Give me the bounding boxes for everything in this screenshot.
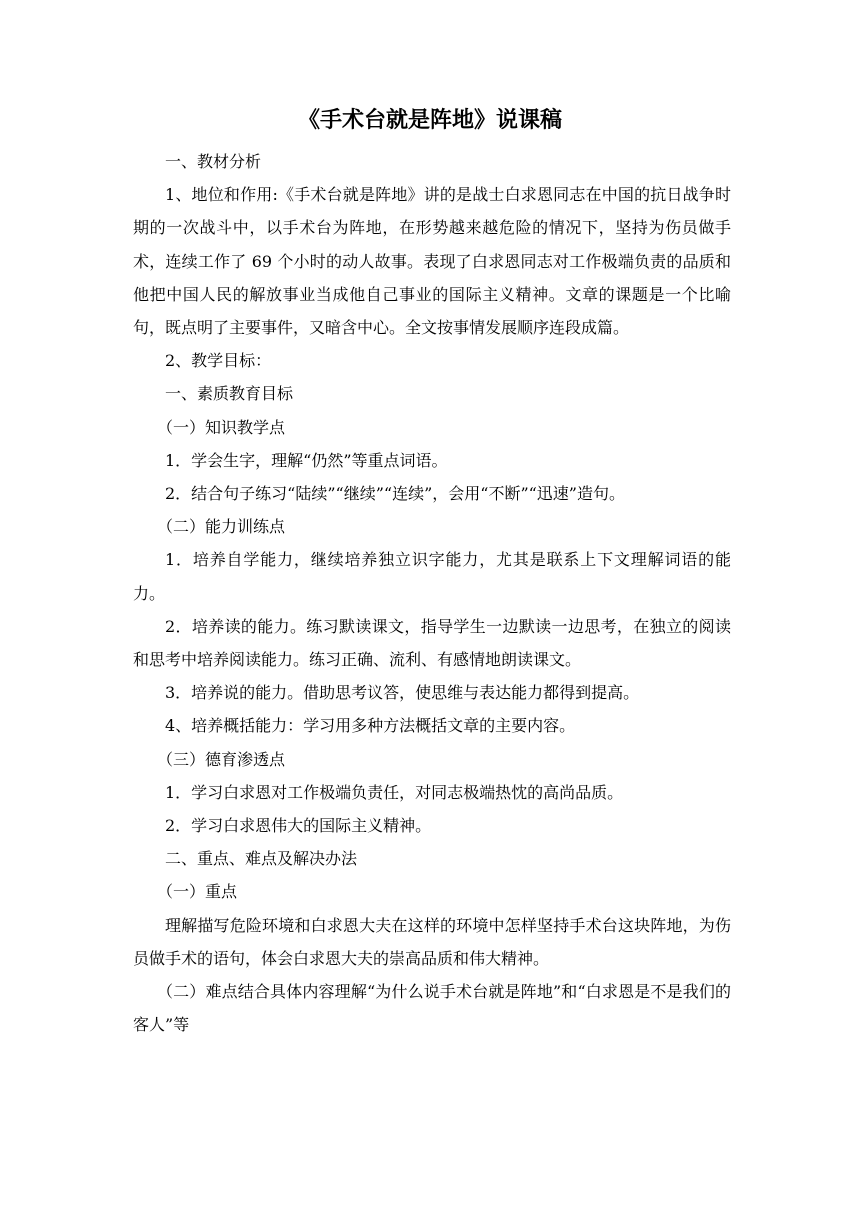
document-title: 《手术台就是阵地》说课稿 [297, 107, 562, 133]
paragraph: 2、教学目标： [165, 351, 272, 371]
list-item: 2．培养读的能力。练习默读课文，指导学生一边默读一边思考，在独立的阅读和思考中培养阅读能力。练习正确、流利、有感情地朗读课文。 [133, 616, 731, 670]
list-item: 1．培养自学能力，继续培养独立识字能力，尤其是联系上下文理解词语的能力。 [133, 550, 731, 603]
subsection-heading: （一）知识教学点 [157, 417, 286, 437]
subsection-heading: （三）德育渗透点 [157, 749, 286, 769]
list-item: 1．学会生字，理解“仍然”等重点词语。 [165, 450, 448, 470]
subsection-heading: （一）重点 [157, 882, 238, 902]
list-item: 1．学习白求恩对工作极端负责任，对同志极端热忱的高尚品质。 [165, 782, 624, 802]
section-heading: 一、素质教育目标 [165, 384, 294, 404]
section-heading: 一、教材分析 [165, 152, 262, 171]
list-item: 3．培养说的能力。借助思考议答，使思维与表达能力都得到提高。 [165, 683, 640, 703]
list-item: 4、培养概括能力：学习用多种方法概括文章的主要内容。 [165, 716, 576, 736]
list-item: 2．学习白求恩伟大的国际主义精神。 [165, 816, 432, 836]
list-item: 2．结合句子练习“陆续”“继续”“连续”，会用“不断”“迅速”造句。 [165, 484, 625, 504]
section-heading: 二、重点、难点及解决办法 [165, 849, 358, 869]
subsection-heading: （二）能力训练点 [157, 517, 286, 537]
paragraph: （二）难点结合具体内容理解“为什么说手术台就是阵地”和“白求恩是不是我们的客人”等 [133, 982, 731, 1035]
paragraph: 理解描写危险环境和白求恩大夫在这样的环境中怎样坚持手术台这块阵地，为伤员做手术的语句，体会白求恩大夫的崇高品质和伟大精神。 [133, 915, 731, 968]
document-body [133, 145, 731, 1041]
paragraph: 1、地位和作用:《手术台就是阵地》讲的是战士白求恩同志在中国的抗日战争时期的一次战斗中，以手术台为阵地，在形势越来越危险的情况下，坚持为伤员做手术，连续工作了 69 个小时的动人故事。表现了白求恩同志对工作极端负责的品质和他把中国人民的解放事业当成他自己事业的国际主义精神。文章的课题是一个比喻句，既点明了主要事件，又暗含中心。全文按事情发展顺序连段成篇。 [133, 185, 731, 338]
